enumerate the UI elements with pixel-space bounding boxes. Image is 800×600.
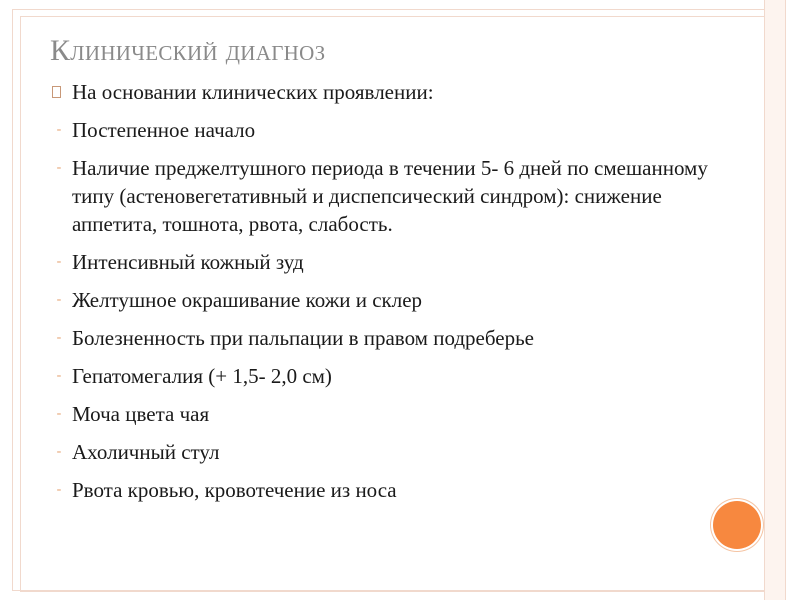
dash-bullet-icon: - [56, 444, 62, 459]
dash-bullet-icon: - [56, 406, 62, 421]
dash-bullet-icon: - [56, 368, 62, 383]
list-item [46, 116, 746, 144]
square-bullet-icon [52, 86, 61, 98]
list-item-text: Постепенное начало [72, 118, 256, 142]
diagnosis-list [46, 116, 746, 504]
list-item-text: Гепатомегалия (+ 1,5- 2,0 см) [72, 364, 332, 388]
list-item [46, 362, 746, 390]
list-item [46, 400, 746, 428]
slide-content [46, 78, 746, 514]
intro-text: На основании клинических проявлении: [72, 80, 434, 104]
list-item-text: Болезненность при пальпации в правом подреберье [72, 326, 534, 350]
dash-bullet-icon: - [56, 122, 62, 137]
list-item-text: Желтушное окрашивание кожи и склер [72, 288, 423, 312]
slide-title: Клинический диагноз [50, 34, 326, 67]
dash-bullet-icon: - [56, 330, 62, 345]
dash-bullet-icon: - [56, 254, 62, 269]
list-item-text: Наличие преджелтушного периода в течении 5- 6 дней по смешанному типу (астеновегетативный и диспепсический синдром): снижение аппетита, тошнота, рвота, слабость. [72, 156, 708, 236]
list-item [46, 324, 746, 352]
list-item [46, 476, 746, 504]
slide-right-strip [764, 0, 786, 600]
list-item [46, 154, 746, 238]
list-item [46, 438, 746, 466]
dash-bullet-icon: - [56, 292, 62, 307]
dash-bullet-icon: - [56, 160, 62, 175]
list-item [46, 286, 746, 314]
list-item-text: Рвота кровью, кровотечение из носа [72, 478, 397, 502]
orange-circle-decoration [713, 501, 761, 549]
list-item-text: Моча цвета чая [72, 402, 210, 426]
list-item-text: Интенсивный кожный зуд [72, 250, 304, 274]
intro-line [46, 78, 746, 106]
list-item [46, 248, 746, 276]
dash-bullet-icon: - [56, 482, 62, 497]
list-item-text: Ахоличный стул [72, 440, 220, 464]
